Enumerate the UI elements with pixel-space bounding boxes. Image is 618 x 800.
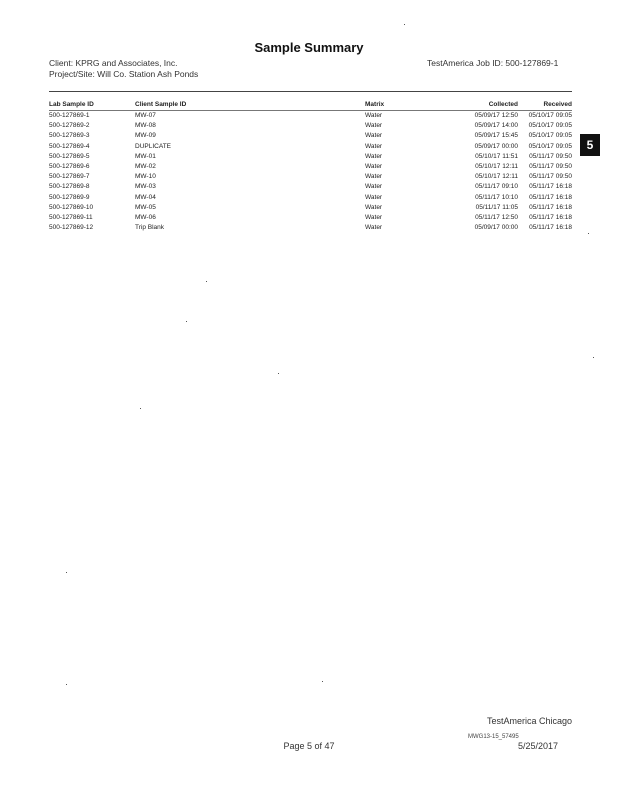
col-matrix: Matrix bbox=[365, 101, 466, 111]
scan-speck bbox=[278, 373, 279, 374]
table-row bbox=[49, 172, 572, 182]
table-row bbox=[49, 203, 572, 213]
col-received: Received bbox=[522, 101, 572, 111]
collected: 05/10/17 12:11 bbox=[475, 163, 518, 171]
sample-table bbox=[49, 101, 572, 233]
received: 05/11/17 16:18 bbox=[529, 203, 572, 211]
client-sample-id: MW-03 bbox=[135, 183, 156, 191]
scan-speck bbox=[186, 321, 187, 322]
matrix: Water bbox=[365, 214, 383, 222]
lab-sample-id: 500-127869-2 bbox=[49, 122, 90, 130]
matrix: Water bbox=[365, 152, 383, 160]
scan-speck bbox=[404, 24, 405, 25]
collected: 05/09/17 14:00 bbox=[474, 122, 518, 130]
table-row bbox=[49, 193, 572, 203]
received: 05/11/17 16:18 bbox=[529, 183, 572, 191]
collected: 05/09/17 00:00 bbox=[474, 224, 518, 232]
matrix: Water bbox=[365, 203, 383, 211]
matrix: Water bbox=[365, 173, 383, 181]
section-tab: 5 bbox=[580, 134, 600, 156]
table-row bbox=[49, 162, 572, 172]
received: 05/11/17 16:18 bbox=[529, 193, 572, 201]
received: 05/11/17 09:50 bbox=[529, 152, 572, 160]
matrix: Water bbox=[365, 183, 383, 191]
lab-sample-id: 500-127869-10 bbox=[49, 203, 94, 211]
col-collected: Collected bbox=[466, 101, 522, 111]
collected: 05/10/17 11:51 bbox=[475, 152, 518, 160]
col-lab-sample-id: Lab Sample ID bbox=[49, 101, 135, 111]
collected: 05/11/17 10:10 bbox=[475, 193, 518, 201]
matrix: Water bbox=[365, 142, 383, 150]
received: 05/11/17 09:50 bbox=[529, 173, 572, 181]
footer-lab-name: TestAmerica Chicago bbox=[486, 716, 572, 726]
collected: 05/10/17 12:11 bbox=[475, 173, 518, 181]
job-id: TestAmerica Job ID: 500-127869-1 bbox=[427, 58, 559, 68]
client-sample-id: MW-05 bbox=[135, 203, 156, 211]
client-sample-id: MW-09 bbox=[135, 132, 156, 140]
lab-sample-id: 500-127869-9 bbox=[49, 193, 90, 201]
received: 05/11/17 09:50 bbox=[529, 163, 572, 171]
scan-speck bbox=[140, 408, 141, 409]
scan-speck bbox=[322, 681, 323, 682]
table-row bbox=[49, 131, 572, 141]
scan-speck bbox=[593, 357, 594, 358]
client-sample-id: Trip Blank bbox=[135, 224, 165, 232]
col-client-sample-id: Client Sample ID bbox=[135, 101, 365, 111]
received: 05/10/17 09:05 bbox=[528, 112, 572, 119]
matrix: Water bbox=[365, 193, 383, 201]
matrix: Water bbox=[365, 132, 383, 140]
client-name: Client: KPRG and Associates, Inc. bbox=[49, 58, 178, 68]
lab-sample-id: 500-127869-6 bbox=[49, 163, 90, 171]
matrix: Water bbox=[365, 163, 383, 171]
matrix: Water bbox=[365, 122, 383, 130]
collected: 05/09/17 15:45 bbox=[474, 132, 518, 140]
lab-sample-id: 500-127869-1 bbox=[49, 112, 90, 119]
client-sample-id: MW-04 bbox=[135, 193, 156, 201]
table-row bbox=[49, 152, 572, 162]
scan-speck bbox=[66, 572, 67, 573]
collected: 05/11/17 11:05 bbox=[475, 203, 518, 211]
scan-speck bbox=[66, 684, 67, 685]
client-sample-id: MW-10 bbox=[135, 173, 156, 181]
collected: 05/09/17 00:00 bbox=[474, 142, 518, 150]
received: 05/10/17 09:05 bbox=[528, 122, 572, 130]
lab-sample-id: 500-127869-8 bbox=[49, 183, 90, 191]
received: 05/10/17 09:05 bbox=[528, 132, 572, 140]
lab-sample-id: 500-127869-7 bbox=[49, 173, 90, 181]
table-row bbox=[49, 223, 572, 233]
table-body bbox=[49, 111, 572, 234]
client-sample-id: MW-08 bbox=[135, 122, 156, 130]
footer-date: 5/25/2017 bbox=[517, 741, 558, 751]
project-site: Project/Site: Will Co. Station Ash Ponds bbox=[49, 69, 199, 79]
table-row bbox=[49, 111, 572, 122]
collected: 05/11/17 12:50 bbox=[475, 214, 518, 222]
table-header-row bbox=[49, 101, 572, 111]
matrix: Water bbox=[365, 112, 383, 119]
lab-sample-id: 500-127869-12 bbox=[49, 224, 94, 232]
received: 05/10/17 09:05 bbox=[528, 142, 572, 150]
lab-sample-id: 500-127869-5 bbox=[49, 152, 90, 160]
client-sample-id: DUPLICATE bbox=[135, 142, 171, 150]
received: 05/11/17 16:18 bbox=[529, 224, 572, 232]
table-row bbox=[49, 121, 572, 131]
header-rule bbox=[49, 91, 572, 92]
received: 05/11/17 16:18 bbox=[529, 214, 572, 222]
table-row bbox=[49, 213, 572, 223]
scan-speck bbox=[588, 233, 589, 234]
client-sample-id: MW-01 bbox=[135, 152, 156, 160]
client-sample-id: MW-07 bbox=[135, 112, 156, 119]
collected: 05/09/17 12:50 bbox=[474, 112, 518, 119]
table-row bbox=[49, 182, 572, 192]
client-sample-id: MW-06 bbox=[135, 214, 156, 222]
client-sample-id: MW-02 bbox=[135, 163, 156, 171]
footer-doc-id: MWG13-15_57495 bbox=[468, 734, 519, 740]
footer-page-number: Page 5 of 47 bbox=[283, 741, 335, 751]
lab-sample-id: 500-127869-3 bbox=[49, 132, 90, 140]
matrix: Water bbox=[365, 224, 383, 232]
page-title: Sample Summary bbox=[254, 40, 364, 55]
table-row bbox=[49, 142, 572, 152]
collected: 05/11/17 09:10 bbox=[475, 183, 518, 191]
scan-speck bbox=[206, 281, 207, 282]
lab-sample-id: 500-127869-11 bbox=[49, 214, 93, 222]
lab-sample-id: 500-127869-4 bbox=[49, 142, 90, 150]
